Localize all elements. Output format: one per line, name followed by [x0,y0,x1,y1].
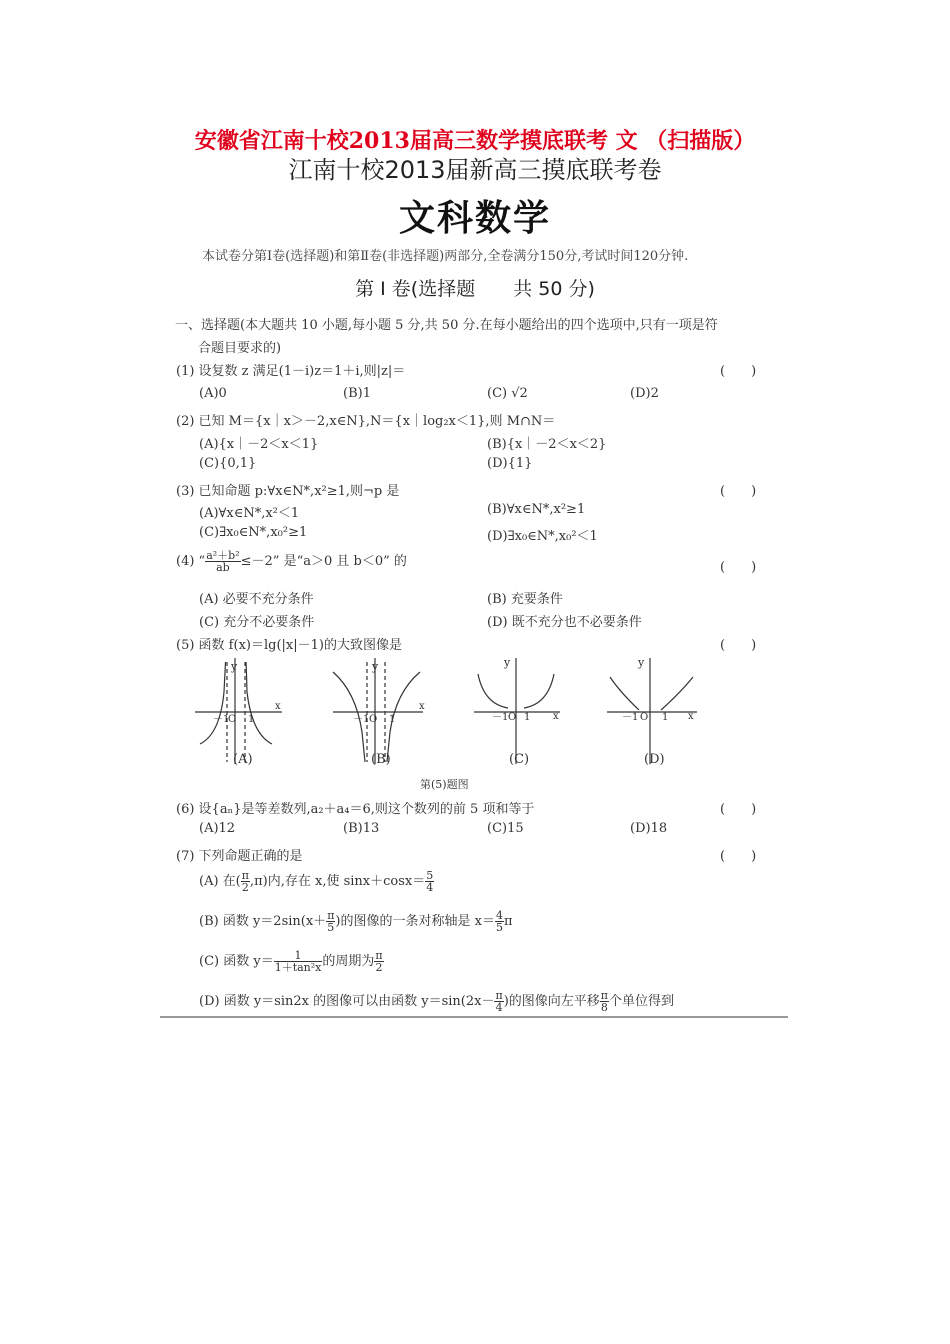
q7-b-fraction-2 [495,910,504,933]
q7-c-fraction-2 [374,950,383,973]
section-heading: 第 Ⅰ 卷(选择题 共 50 分) [355,278,595,300]
q5-graph-c [474,658,560,764]
q6-stem: (6) 设{aₙ}是等差数列,a₂＋a₄＝6,则这个数列的前 5 项和等于 [176,802,535,817]
q7-a-frac1-num: π [241,869,249,882]
q7-b-frac2-den: 5 [495,921,503,934]
graph-a-tick-neg1: －1 [213,714,230,725]
q7-c-frac1-num: 1 [274,950,323,962]
graph-c-tick-1: 1 [524,712,531,723]
q7-answer-paren: ( ) [720,849,757,864]
page-bottom-rule [160,1016,788,1018]
q7-a-prefix: (A) 在( [199,874,241,889]
q2-option-b: (B){x｜－2＜x＜2} [487,437,607,452]
exam-subtitle: 江南十校2013届新高三摸底联考卷 [288,156,662,184]
q6-option-b: (B)13 [343,821,380,836]
q7-c-mid: 的周期为 [322,954,375,969]
graph-c-curve-left [478,674,508,708]
graph-d-origin: O [640,712,649,723]
q7-a-fraction-2 [425,870,434,893]
q7-d-frac2-den: 8 [600,1001,608,1014]
q7-a-frac1-den: 2 [241,881,249,894]
q5-label-d: (D) [644,752,665,767]
q7-c-frac2-num: π [375,949,383,962]
q7-a-fraction-1 [241,870,250,893]
q7-d-mid: )的图像向左平移 [503,994,600,1009]
q1-option-d: (D)2 [630,386,659,401]
q7-b-suffix: π [503,914,513,929]
q4-fraction-numerator: a²＋b² [206,549,240,562]
q2-option-d: (D){1} [487,456,533,471]
graph-d-curve-left [610,677,639,710]
document-red-title: 安徽省江南十校2013届高三数学摸底联考 文 （扫描版） [194,128,756,154]
q4-fraction [205,550,240,573]
q4-answer-paren: ( ) [720,560,757,575]
q7-stem: (7) 下列命题正确的是 [176,849,303,864]
q5-graph-b [333,658,423,764]
q1-option-b: (B)1 [343,386,371,401]
graph-a-y-label: y [231,660,238,673]
q5-caption: 第(5)题图 [420,778,469,791]
instruction-line-1: 一、选择题(本大题共 10 小题,每小题 5 分,共 50 分.在每小题给出的四个选项中,只有一项是符 [175,318,718,333]
q5-label-c: (C) [509,752,530,767]
graph-b-origin: O [369,714,378,725]
q1-option-c: (C) √2 [487,386,528,401]
graph-a-curve-left [200,662,226,744]
q7-d-frac1-den: 4 [495,1001,503,1014]
q7-d-fraction-2 [600,990,609,1013]
graph-a-curve-right [246,662,272,744]
q4-stem-suffix: ≤－2” 是“a＞0 且 b＜0” 的 [240,554,407,569]
graph-d-tick-neg1: －1 [622,712,639,723]
q7-d-prefix: (D) 函数 y＝sin2x 的图像可以由函数 y＝sin(2x－ [199,994,495,1009]
graph-b-x-label: x [419,701,425,712]
q4-fraction-denominator: ab [216,561,230,574]
q5-answer-paren: ( ) [720,638,757,653]
q7-b-frac2-num: 4 [495,909,503,922]
q2-option-c: (C){0,1} [199,456,257,471]
q7-b-frac1-num: π [327,909,335,922]
q4-option-d: (D) 既不充分也不必要条件 [487,615,642,630]
graph-c-x-label: x [553,711,559,722]
q6-option-c: (C)15 [487,821,524,836]
q7-d-frac2-num: π [600,989,609,1002]
q7-d-frac1-num: π [495,989,503,1002]
q6-option-a: (A)12 [199,821,236,836]
graph-c-tick-neg1: －1 [492,712,509,723]
graph-d-y-label: y [638,656,645,669]
graph-c-curve-right [524,674,554,708]
graph-d-tick-1: 1 [662,712,669,723]
q4-option-b: (B) 充要条件 [487,592,563,607]
q7-c-frac1-den: 1＋tan²x [274,961,322,974]
q4-stem [176,550,407,573]
q6-answer-paren: ( ) [720,802,757,817]
q2-stem: (2) 已知 M＝{x｜x＞－2,x∈N},N＝{x｜log₂x＜1},则 M∩N＝ [176,414,556,429]
q7-c-fraction-1 [274,950,323,973]
q7-option-c [199,950,384,973]
q3-stem: (3) 已知命题 p:∀x∈N*,x²≥1,则¬p 是 [176,484,400,499]
q5-graphs [190,652,710,770]
q1-stem: (1) 设复数 z 满足(1－i)z＝1＋i,则|z|＝ [176,364,406,379]
q7-c-frac2-den: 2 [375,961,383,974]
graph-b-tick-neg1: －1 [353,714,370,725]
q1-option-a: (A)0 [199,386,227,401]
q3-answer-paren: ( ) [720,484,757,499]
q5-graph-a [195,658,282,764]
q7-b-prefix: (B) 函数 y＝2sin(x＋ [199,914,327,929]
q5-label-b: (B) [371,752,391,767]
graph-d-x-label: x [688,711,694,722]
exam-note: 本试卷分第Ⅰ卷(选择题)和第Ⅱ卷(非选择题)两部分,全卷满分150分,考试时间120分钟. [202,249,689,264]
q7-b-frac1-den: 5 [327,921,335,934]
q4-option-c: (C) 充分不必要条件 [199,615,315,630]
q7-a-frac2-num: 5 [426,869,434,882]
q6-option-d: (D)18 [630,821,668,836]
q4-option-a: (A) 必要不充分条件 [199,592,314,607]
graph-c-origin: O [508,712,517,723]
graph-a-origin: O [228,714,237,725]
graph-c-y-label: y [504,656,511,669]
q7-a-mid: ,π)内,存在 x,使 sinx＋cosx＝ [249,874,426,889]
instruction-line-2: 合题目要求的) [198,341,282,356]
q7-c-prefix: (C) 函数 y＝ [199,954,274,969]
q3-option-c: (C)∃x₀∈N*,x₀²≥1 [199,525,308,540]
q7-b-mid: )的图像的一条对称轴是 x＝ [335,914,495,929]
q7-option-b [199,910,513,933]
q5-graph-d [607,658,697,764]
q2-option-a: (A){x｜－2＜x＜1} [199,437,319,452]
q3-option-a: (A)∀x∈N*,x²＜1 [199,506,300,521]
q7-d-suffix: 个单位得到 [609,994,675,1009]
graph-a-x-label: x [275,701,281,712]
q7-option-a [199,870,434,893]
exam-title: 文科数学 [398,197,551,239]
q5-label-a: (A) [233,752,253,767]
q4-stem-prefix: (4) “ [176,554,206,569]
graph-b-tick-1: 1 [389,714,396,725]
q1-answer-paren: ( ) [720,364,757,379]
graph-a-tick-1: 1 [248,714,255,725]
q5-stem: (5) 函数 f(x)＝lg(|x|－1)的大致图像是 [176,638,402,653]
q3-option-d: (D)∃x₀∈N*,x₀²＜1 [487,529,598,544]
q7-a-frac2-den: 4 [426,881,434,894]
q3-option-b: (B)∀x∈N*,x²≥1 [487,502,586,517]
graph-b-y-label: y [372,660,379,673]
q7-d-fraction-1 [494,990,503,1013]
q7-option-d [199,990,674,1013]
graph-d-curve-right [661,677,693,710]
